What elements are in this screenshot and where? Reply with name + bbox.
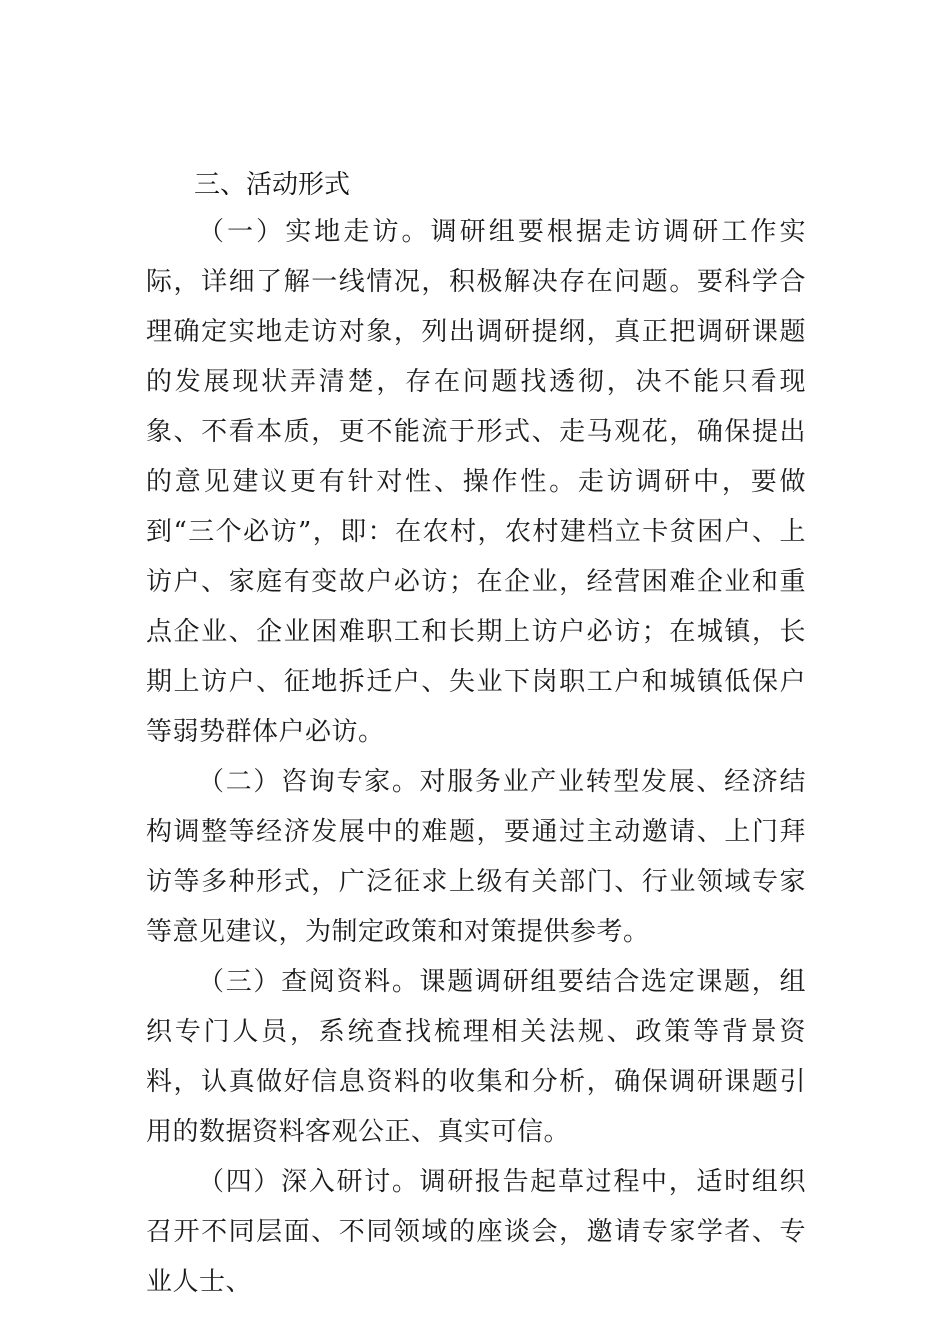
paragraph-lead: （二）咨询专家。 (198, 767, 420, 797)
paragraph-review-materials (146, 957, 806, 1157)
paragraph-body: 调研报告起草过程中，适时组织召开不同层面、不同领域的座谈会，邀请专家学者、专业人士、 (146, 1167, 806, 1297)
paragraph-body: 课题调研组要结合选定课题，组织专门人员，系统查找梳理相关法规、政策等背景资料，认真做好信息资料的收集和分析，确保调研课题引用的数据资料客观公正、真实可信。 (146, 967, 806, 1147)
paragraph-consult-experts (146, 757, 806, 957)
paragraph-body: 调研组要根据走访调研工作实际，详细了解一线情况，积极解决存在问题。要科学合理确定实地走访对象，列出调研提纲，真正把调研课题的发展现状弄清楚，存在问题找透彻，决不能只看现象、不看本质，更不能流于形式、走马观花，确保提出的意见建议更有针对性、操作性。走访调研中，要做到“三个必访”，即：在农村，农村建档立卡贫困户、上访户、家庭有变故户必访；在企业，经营困难企业和重点企业、企业困难职工和长期上访户必访；在城镇，长期上访户、征地拆迁户、失业下岗职工户和城镇低保户等弱势群体户必访。 (146, 217, 806, 747)
paragraph-lead: （一）实地走访。 (198, 217, 431, 247)
paragraph-body: 对服务业产业转型发展、经济结构调整等经济发展中的难题，要通过主动邀请、上门拜访等多种形式，广泛征求上级有关部门、行业领域专家等意见建议，为制定政策和对策提供参考。 (146, 767, 806, 947)
paragraph-lead: （四）深入研讨。 (198, 1167, 420, 1197)
document-page (146, 163, 806, 1307)
paragraph-in-depth-discussion (146, 1157, 806, 1307)
paragraph-field-visits (146, 207, 806, 757)
section-heading: 三、活动形式 (194, 170, 351, 200)
paragraph-lead: （三）查阅资料。 (198, 967, 420, 997)
